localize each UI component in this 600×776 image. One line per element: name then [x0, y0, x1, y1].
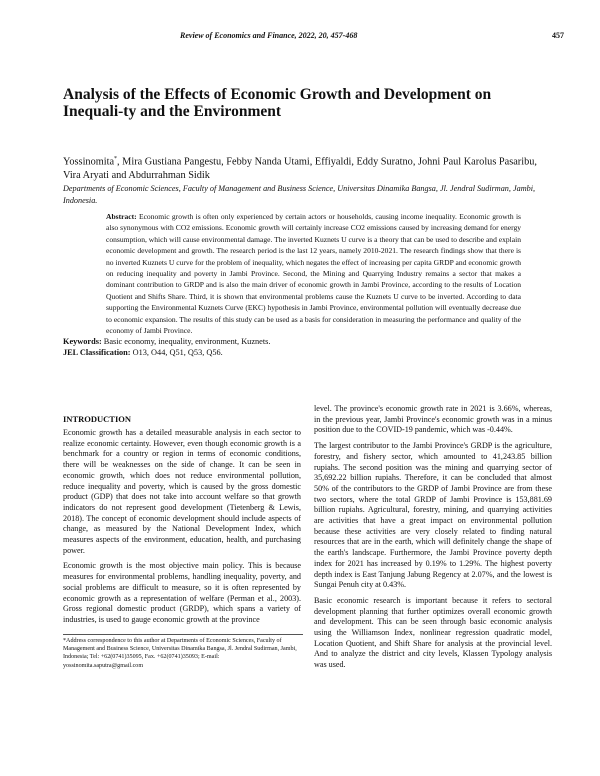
corresponding-mark: * — [114, 156, 118, 162]
left-column — [63, 428, 301, 631]
abstract — [106, 211, 521, 336]
paragraph: Economic growth is the most objective main policy. This is because measures for environmental problems, handling inequality, poverty, and social problems are difficult to measure, so it is often represented by economic growth as a representation of welfare (Perman et al., 2003). Gross regional domestic product (GRDP), which spans a variety of industries, is used to gauge economic growth at the province — [63, 561, 301, 624]
footnote: *Address correspondence to this author at Departments of Economic Sciences, Faculty of Management and Business Science, Universitas Dinamika Bangsa, Jl. Jendral Sudirman, Jambi, Indonesia; Tel: +62(0741)35095, Fax. +62(0741)35093; E-mail: yossinomita.saputra@gmail.com — [63, 638, 297, 669]
keywords-text: Basic economy, inequality, environment, Kuznets. — [101, 337, 271, 346]
jel-text: O13, O44, Q51, Q53, Q56. — [130, 348, 223, 357]
paragraph: Economic growth has a detailed measurable analysis in each sector to realize economic certainty. However, even though economic growth is a benchmark for a country or region in terms of economic conditions, there will be weaknesses on the side of change. It can be seen in economic growth, which does not reduce environmental pollution, reduce inequality and poverty, which is caused by the gross domestic product (GDP) that does not take into account welfare so that growth indicators do not represent good development (Tietenberg & Lewis, 2018). The concept of economic development should include aspects of change, as measured by the National Development Index, which measures aspects of the environment, education, health, and purchasing power. — [63, 428, 301, 555]
introduction-heading: INTRODUCTION — [63, 414, 132, 424]
first-author: Yossinomita — [63, 156, 115, 168]
journal-header: Review of Economics and Finance, 2022, 20, 457-468 — [180, 31, 358, 40]
keywords-block — [63, 336, 541, 358]
keywords-line — [63, 336, 541, 347]
jel-label: JEL Classification: — [63, 348, 131, 357]
affiliation: Departments of Economic Sciences, Faculty of Management and Business Science, Universitas Dinamika Bangsa, Jl. Jendral Sudirman, Jambi, Indonesia. — [63, 184, 536, 205]
abstract-label: Abstract: — [106, 212, 137, 221]
paper-title: Analysis of the Effects of Economic Growth and Development on Inequali-ty and the Environment — [63, 86, 492, 120]
abstract-text: Economic growth is often only experienced by certain actors or households, causing income inequality. Economic growth is also synonymous with CO2 emissions. Economic growth will certainly increase CO2 emissions caused by increasing demand for energy consumption, which will cause environmental damage. The inverted Kuznets U curve is a theory that can be used to describe and explain economic development and growth. The research period is the last 12 years, namely 2010-2021. The research findings show that there is no inverted Kuznets U curve for the problem of inequality, which negates the effect of increasing per capita GRDP and economic growth on reducing inequality and poverty in Jambi Province. Second, the Mining and Quarrying Industry remains a sector that makes a dominant contribution to GRDP and is also the main driver of economic growth in Jambi Province, according to the results of Location Quotient and Shifts Share. Third, it is shown that environmental problems cause the Kuznets U curve to be inverted. According to data supporting the Environmental Kuznets Curve (EKC) hypothesis in Jambi Province, environmental pollution will eventually decrease due to economic expansion. The results of this study can be used as a basis for consideration in measuring the performance and quality of the economy of Jambi Province. — [106, 212, 521, 336]
paragraph: Basic economic research is important because it refers to sectoral development planning that further optimizes overall economic growth and development. This can be seen through basic economic analysis using the Williamson Index, nonlinear regression quadratic model, Location Quotient, and Shift Share for analysis at the provincial level. And to analyze the district and city levels, Klassen Typology analysis was used. — [314, 595, 552, 670]
paragraph: level. The province's economic growth rate in 2021 is 3.66%, whereas, in the previous year, Jambi Province's economic growth was in a minus position due to the COVID-19 pandemic, which was -0.44%. — [314, 404, 552, 435]
keywords-label: Keywords: — [63, 337, 102, 346]
page-number: 457 — [552, 31, 564, 40]
jel-line — [63, 347, 541, 358]
footnote-divider — [63, 634, 303, 635]
author-list — [63, 152, 541, 183]
other-authors: , Mira Gustiana Pangestu, Febby Nanda Utami, Effiyaldi, Eddy Suratno, Johni Paul Karolus Pasaribu, Vira Aryati and Abdurrahman Sidik — [63, 156, 537, 182]
paragraph: The largest contributor to the Jambi Province's GRDP is the agriculture, forestry, and fishery sector, which amounted to 41,243.85 billion rupiahs. The second position was the mining and quarrying sector of 35,692.22 billion rupiahs. Therefore, it can be concluded that almost 50% of the contributors to the GRDP of Jambi Province are from these two sectors, where the total GRDP of Jambi Province is 153,881.69 billion rupiahs. Agricultural, forestry, mining, and quarrying activities are activities that have a great impact on environmental pollution because these activities are very closely related to finding natural resources that are in the earth, which will definitely change the shape of the earth's landscape. Furthermore, the Jambi Province poverty depth index for 2021 has increased by 0.19% to 1.29%. The highest poverty depth index is East Tanjung Jabung Regency at 2.07%, and the lowest is Sungai Penuh city at 0.43%. — [314, 441, 552, 590]
right-column — [314, 404, 552, 676]
